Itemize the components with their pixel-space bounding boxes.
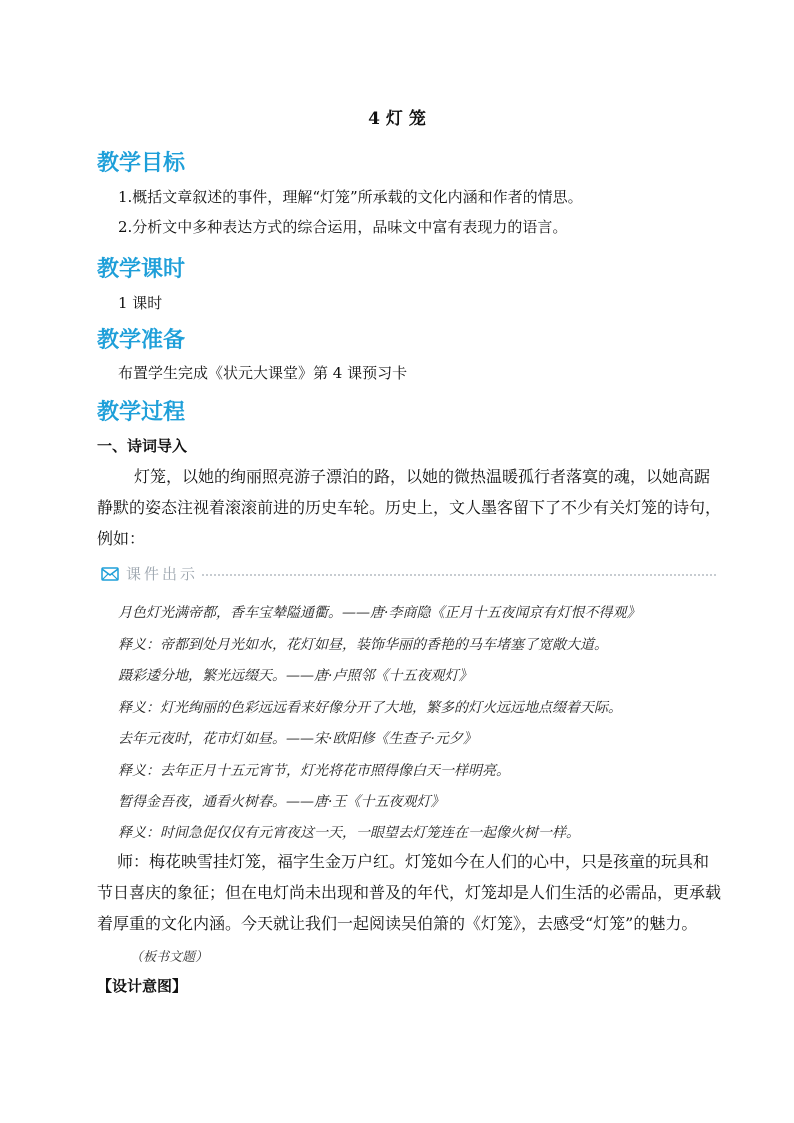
goal-item-1: 1.概括文章叙述的事件，理解“灯笼”所承载的文化内涵和作者的情思。: [118, 188, 583, 206]
heading-teaching-goals: 教学目标: [97, 151, 186, 176]
goal-item-2: 2.分析文中多种表达方式的综合运用，品味文中富有表现力的语言。: [118, 218, 568, 236]
poem-line-3: 去年元夜时，花市灯如昼。——宋·欧阳修《生查子·元夕》: [118, 731, 477, 747]
intro-line-2: 静默的姿态注视着滚滚前进的历史车轮。历史上，文人墨客留下了不少有关灯笼的诗句，: [97, 498, 722, 517]
teacher-line-3: 着厚重的文化内涵。今天就让我们一起阅读吴伯箫的《灯笼》，去感受“灯笼”的魅力。: [97, 914, 698, 933]
board-note: （板书文题）: [130, 950, 209, 965]
intro-line-1: 灯笼，以她的绚丽照亮游子漂泊的路，以她的微热温暖孤行者落寞的魂，以她高踞: [134, 467, 711, 486]
poem-gloss-4: 释义：时间急促仅仅有元宵夜这一天，一眼望去灯笼连在一起像火树一样。: [118, 825, 580, 841]
poem-line-1: 月色灯光满帝都，香车宝辇隘通衢。——唐·李商隐《正月十五夜闻京有灯恨不得观》: [118, 605, 641, 621]
poem-line-2: 蹑彩逶分地，繁光远缀天。——唐·卢照邻《十五夜观灯》: [118, 668, 473, 684]
poem-gloss-3: 释义：去年正月十五元宵节，灯光将花市照得像白天一样明亮。: [118, 763, 510, 779]
poem-gloss-1: 释义：帝都到处月光如水，花灯如昼，装饰华丽的香艳的马车堵塞了宽敞大道。: [118, 637, 608, 653]
teacher-line-1: 师：梅花映雪挂灯笼，福字生金万户红。灯笼如今在人们的心中，只是孩童的玩具和: [117, 852, 710, 871]
page-title: 4 灯 笼: [368, 109, 426, 129]
poem-line-4: 暂得金吾夜，通看火树春。——唐·王《十五夜观灯》: [118, 794, 445, 810]
teacher-line-2: 节日喜庆的象征；但在电灯尚未出现和普及的年代，灯笼却是人们生活的必需品，更承载: [97, 883, 722, 902]
hours-text: 1 课时: [118, 294, 163, 312]
courseware-banner: [100, 563, 716, 584]
poem-gloss-2: 释义：灯光绚丽的色彩远远看来好像分开了大地，繁多的灯火远远地点缀着天际。: [118, 700, 622, 716]
heading-teaching-process: 教学过程: [97, 400, 186, 425]
design-intent-label: 【设计意图】: [97, 977, 188, 995]
heading-teaching-hours: 教学课时: [97, 257, 186, 282]
envelope-icon: [100, 564, 120, 584]
dotted-divider: [202, 574, 716, 576]
intro-line-3: 例如：: [97, 529, 146, 548]
courseware-label: 课件出示: [126, 565, 199, 583]
prep-text: 布置学生完成《状元大课堂》第 4 课预习卡: [118, 364, 408, 382]
subheading-poem-intro: 一、诗词导入: [97, 437, 188, 455]
heading-teaching-prep: 教学准备: [97, 328, 186, 353]
